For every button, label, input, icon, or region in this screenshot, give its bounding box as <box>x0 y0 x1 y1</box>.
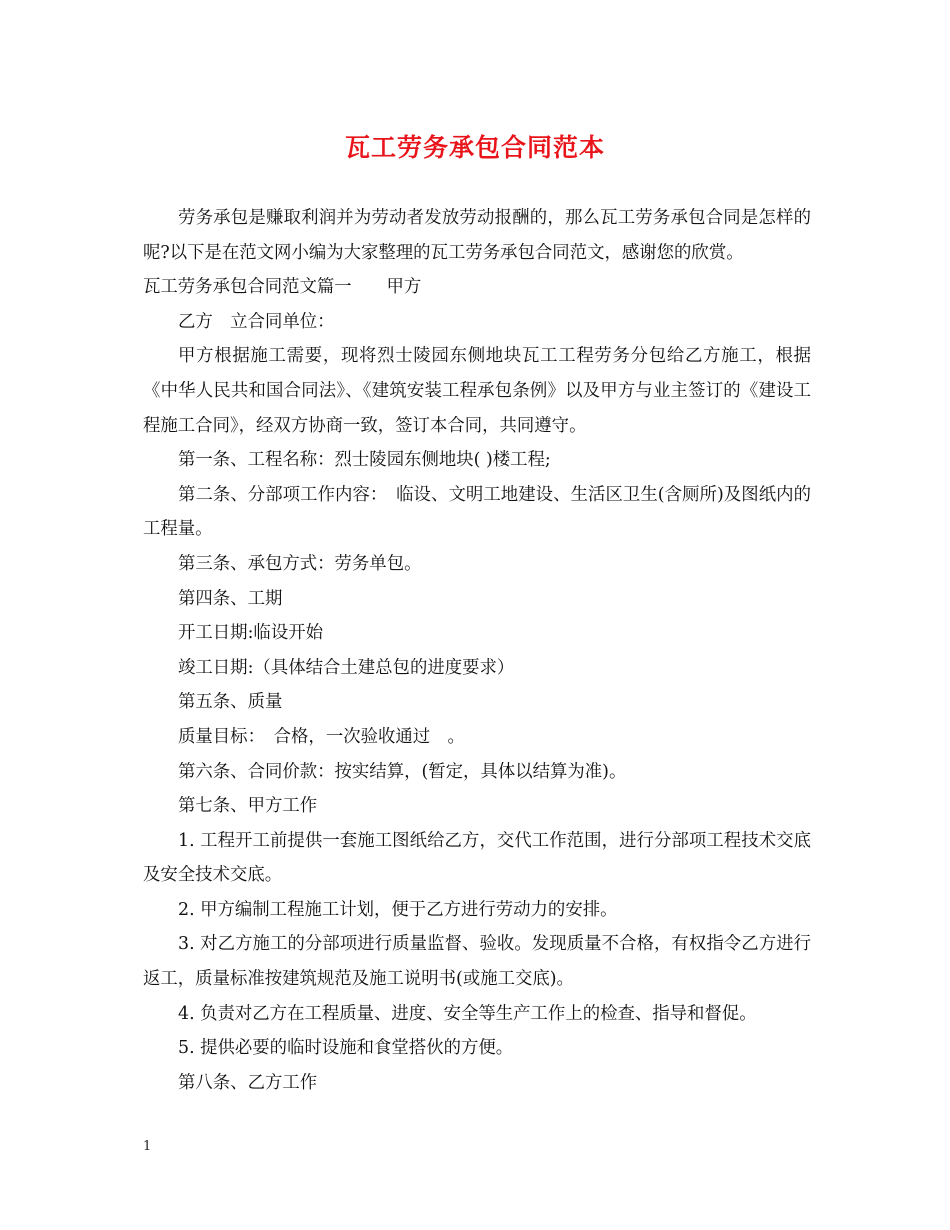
paragraph-intro: 劳务承包是赚取利润并为劳动者发放劳动报酬的，那么瓦工劳务承包合同是怎样的呢?以下是在范文网小编为大家整理的瓦工劳务承包合同范文，感谢您的欣赏。 <box>143 208 811 263</box>
paragraph-item-5: 5. 提供必要的临时设施和食堂搭伙的方便。 <box>178 1038 514 1059</box>
paragraph-quality-target: 质量目标： 合格，一次验收通过 。 <box>178 726 465 747</box>
paragraph-preamble: 甲方根据施工需要，现将烈士陵园东侧地块瓦工工程劳务分包给乙方施工，根据《中华人民共和国合同法》、《建筑安装工程承包条例》以及甲方与业主签订的《建设工程施工合同》，经双方协商一致，签订本合同，共同遵守。 <box>143 346 811 436</box>
paragraph-article-6: 第六条、合同价款：按实结算，(暂定，具体以结算为准)。 <box>178 761 627 782</box>
paragraph-article-1: 第一条、工程名称：烈士陵园东侧地块( )楼工程; <box>178 450 551 471</box>
paragraph-item-2: 2. 甲方编制工程施工计划，便于乙方进行劳动力的安排。 <box>178 899 618 920</box>
paragraph-party-b: 乙方 立合同单位： <box>178 311 335 332</box>
paragraph-section-heading: 瓦工劳务承包合同范文篇一 甲方 <box>143 277 422 298</box>
paragraph-item-4: 4. 负责对乙方在工程质量、进度、安全等生产工作上的检查、指导和督促。 <box>178 1003 757 1024</box>
document-title: 瓦工劳务承包合同范本 <box>344 133 605 162</box>
paragraph-article-7: 第七条、甲方工作 <box>178 796 318 817</box>
paragraph-item-1: 1. 工程开工前提供一套施工图纸给乙方，交代工作范围，进行分部项工程技术交底及安全技术交底。 <box>143 830 811 886</box>
paragraph-article-4: 第四条、工期 <box>178 588 283 609</box>
paragraph-article-8: 第八条、乙方工作 <box>178 1072 318 1093</box>
paragraph-item-3: 3. 对乙方施工的分部项进行质量监督、验收。发现质量不合格，有权指令乙方进行返工，质量标准按建筑规范及施工说明书(或施工交底)。 <box>143 934 811 990</box>
page-number: 1 <box>143 1139 152 1154</box>
paragraph-article-3: 第三条、承包方式：劳务单包。 <box>178 553 422 574</box>
paragraph-article-5: 第五条、质量 <box>178 692 283 713</box>
document-body <box>143 201 811 1100</box>
paragraph-end-date: 竣工日期:（具体结合土建总包的进度要求） <box>178 657 515 678</box>
paragraph-article-2: 第二条、分部项工作内容： 临设、文明工地建设、生活区卫生(含厕所)及图纸内的工程量。 <box>143 484 811 540</box>
paragraph-start-date: 开工日期:临设开始 <box>178 623 323 644</box>
